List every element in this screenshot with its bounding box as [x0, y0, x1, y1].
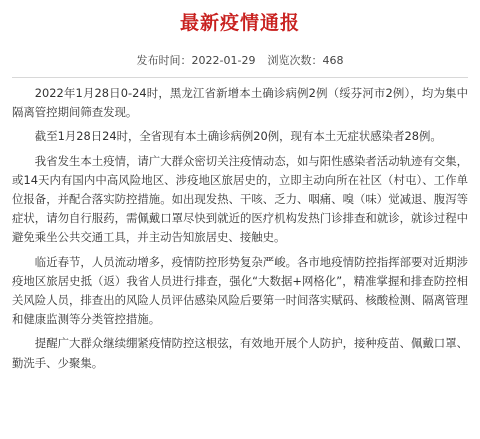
publish-time: 2022-01-29	[191, 54, 256, 67]
article-title: 最新疫情通报	[179, 12, 300, 34]
publish-time-label: 发布时间：	[136, 54, 192, 67]
paragraph-reminder: 提醒广大群众继续绷紧疫情防控这根弦，有效地开展个人防护，接种疫苗、佩戴口罩、勤洗手、少聚集。	[12, 336, 468, 370]
paragraph-new-cases: 2022年1月28日0-24时，黑龙江省新增本土确诊病例2例（绥芬河市2例），均为集中隔离管控期间筛查发现。	[12, 86, 468, 120]
article-meta	[0, 53, 480, 69]
views-label: 浏览次数：	[267, 54, 323, 67]
paragraph-current-cases: 截至1月28日24时，全省现有本土确诊病例20例，现有本土无症状感染者28例。	[34, 129, 442, 144]
article-body	[12, 84, 468, 378]
meta-divider	[12, 77, 468, 78]
view-count: 468	[322, 54, 344, 67]
paragraph-public-advice: 我省发生本土疫情，请广大群众密切关注疫情动态，如与阳性感染者活动轨迹有交集，或14天内有国内中高风险地区、涉疫地区旅居史的，立即主动向所在社区（村屯）、工作单位报备，并配合落实防控措施。如出现发热、干咳、乏力、咽痛、嗅（味）觉减退、腹泻等症状，请勿自行服药，需佩戴口罩尽快到就近的医疗机构发热门诊排查和就诊，就诊过程中避免乘坐公共交通工具，并主动告知旅居史、接触史。	[12, 153, 468, 245]
paragraph-spring-festival: 临近春节，人员流动增多，疫情防控形势复杂严峻。各市地疫情防控指挥部要对近期涉疫地区旅居史抵（返）我省人员进行排查，强化“大数据+网格化”，精准掌握和排查防控相关风险人员，排查出的风险人员评估感染风险后要第一时间落实赋码、核酸检测、隔离管理和健康监测等分类管控措施。	[12, 254, 468, 327]
